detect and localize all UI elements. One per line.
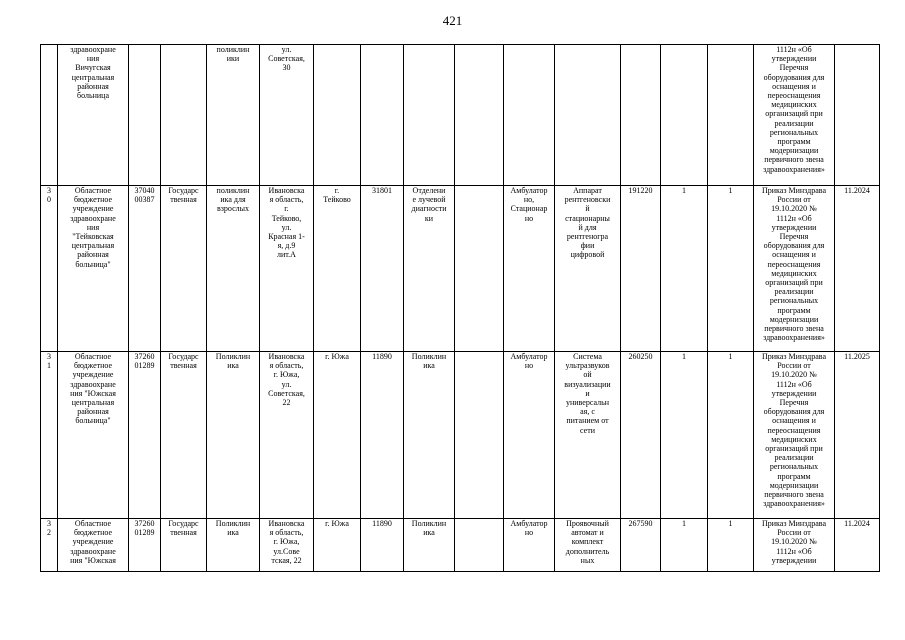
table-cell: 191220 [621,186,661,352]
table-cell: г. Южа [314,519,361,572]
table-cell: 31801 [361,186,404,352]
table-cell: Амбулатор но, Стационар но [504,186,555,352]
table-cell: Областное бюджетное учреждение здравоохране ния "Южская центральная районная больница" [58,352,129,519]
table-row [41,519,880,572]
table-cell: 37260 01289 [129,352,161,519]
table-cell [835,45,880,186]
table-cell: Амбулатор но [504,352,555,519]
table-cell: 3 2 [41,519,58,572]
table-cell: Государс твенная [161,519,207,572]
table-cell: 1 [661,186,708,352]
table-cell: 3 1 [41,352,58,519]
table-cell: Государс твенная [161,352,207,519]
table-cell: 1 [661,519,708,572]
table-cell: Поликлин ика [404,519,455,572]
table-cell: 37260 01289 [129,519,161,572]
table-cell: Ивановска я область, г. Южа, ул.Сове тская, 22 [260,519,314,572]
table-cell: 1 [708,352,754,519]
table-cell: Проявочный автомат и комплект дополнитель ных [555,519,621,572]
table-cell [41,45,58,186]
table-cell: 11.2025 [835,352,880,519]
table-cell [661,45,708,186]
table-cell: 11890 [361,519,404,572]
table-cell: Система ультразвуков ой визуализации и универсальн ая, с питанием от сети [555,352,621,519]
table-cell [708,45,754,186]
table-cell: Поликлин ика [207,519,260,572]
table-cell [129,45,161,186]
table-cell [455,186,504,352]
table-cell: 37040 00387 [129,186,161,352]
table-cell: 11.2024 [835,186,880,352]
table-cell: г. Южа [314,352,361,519]
table-cell: 11.2024 [835,519,880,572]
table-cell: Приказ Минздрава России от 19.10.2020 № 1112н «Об утверждении Перечня оборудования для оснащения и переоснащения медицинских организаций при реализации региональных программ модернизации первичного звена здравоохранения» [754,186,835,352]
table-cell: Амбулатор но [504,519,555,572]
table-cell [504,45,555,186]
table-cell [455,45,504,186]
table-cell [404,45,455,186]
table-cell: ул. Советская, 30 [260,45,314,186]
table-cell: 1 [708,186,754,352]
table-cell: г. Тейково [314,186,361,352]
table-cell: Государс твенная [161,186,207,352]
table-cell [161,45,207,186]
table-cell: поликлин ики [207,45,260,186]
table-cell: 1112н «Об утверждении Перечня оборудования для оснащения и переоснащения медицинских организаций при реализации региональных программ модернизации первичного звена здравоохранения» [754,45,835,186]
table-cell [621,45,661,186]
table-row [41,45,880,186]
table-cell: Областное бюджетное учреждение здравоохране ния "Тейковская центральная районная больница" [58,186,129,352]
table-cell [555,45,621,186]
table-cell: 3 0 [41,186,58,352]
table-cell [455,519,504,572]
table-cell: 1 [661,352,708,519]
table-cell: 267590 [621,519,661,572]
table-cell [361,45,404,186]
table-cell [455,352,504,519]
table-cell: здравоохране ния Вичугская центральная районная больница [58,45,129,186]
table-cell: Поликлин ика [404,352,455,519]
table-cell: поликлин ика для взрослых [207,186,260,352]
table-cell: 260250 [621,352,661,519]
table-cell: Ивановска я область, г. Южа, ул. Советская, 22 [260,352,314,519]
table-cell: Приказ Минздрава России от 19.10.2020 № 1112н «Об утверждении [754,519,835,572]
table-cell: Отделени е лучевой диагности ки [404,186,455,352]
table-cell: Аппарат рентгеновски й стационарны й для рентгеногра фии цифровой [555,186,621,352]
table-cell: Приказ Минздрава России от 19.10.2020 № 1112н «Об утверждении Перечня оборудования для оснащения и переоснащения медицинских организаций при реализации региональных программ модернизации первичного звена здравоохранения» [754,352,835,519]
table-cell: Ивановска я область, г. Тейково, ул. Красная 1- я, д.9 лит.А [260,186,314,352]
table-cell: 11890 [361,352,404,519]
table-cell: Поликлин ика [207,352,260,519]
table-cell: Областное бюджетное учреждение здравоохране ния "Южская [58,519,129,572]
table-cell [314,45,361,186]
table-cell: 1 [708,519,754,572]
page-number: 421 [442,13,463,28]
table-row [41,352,880,519]
table-row [41,186,880,352]
equipment-table [40,44,880,572]
